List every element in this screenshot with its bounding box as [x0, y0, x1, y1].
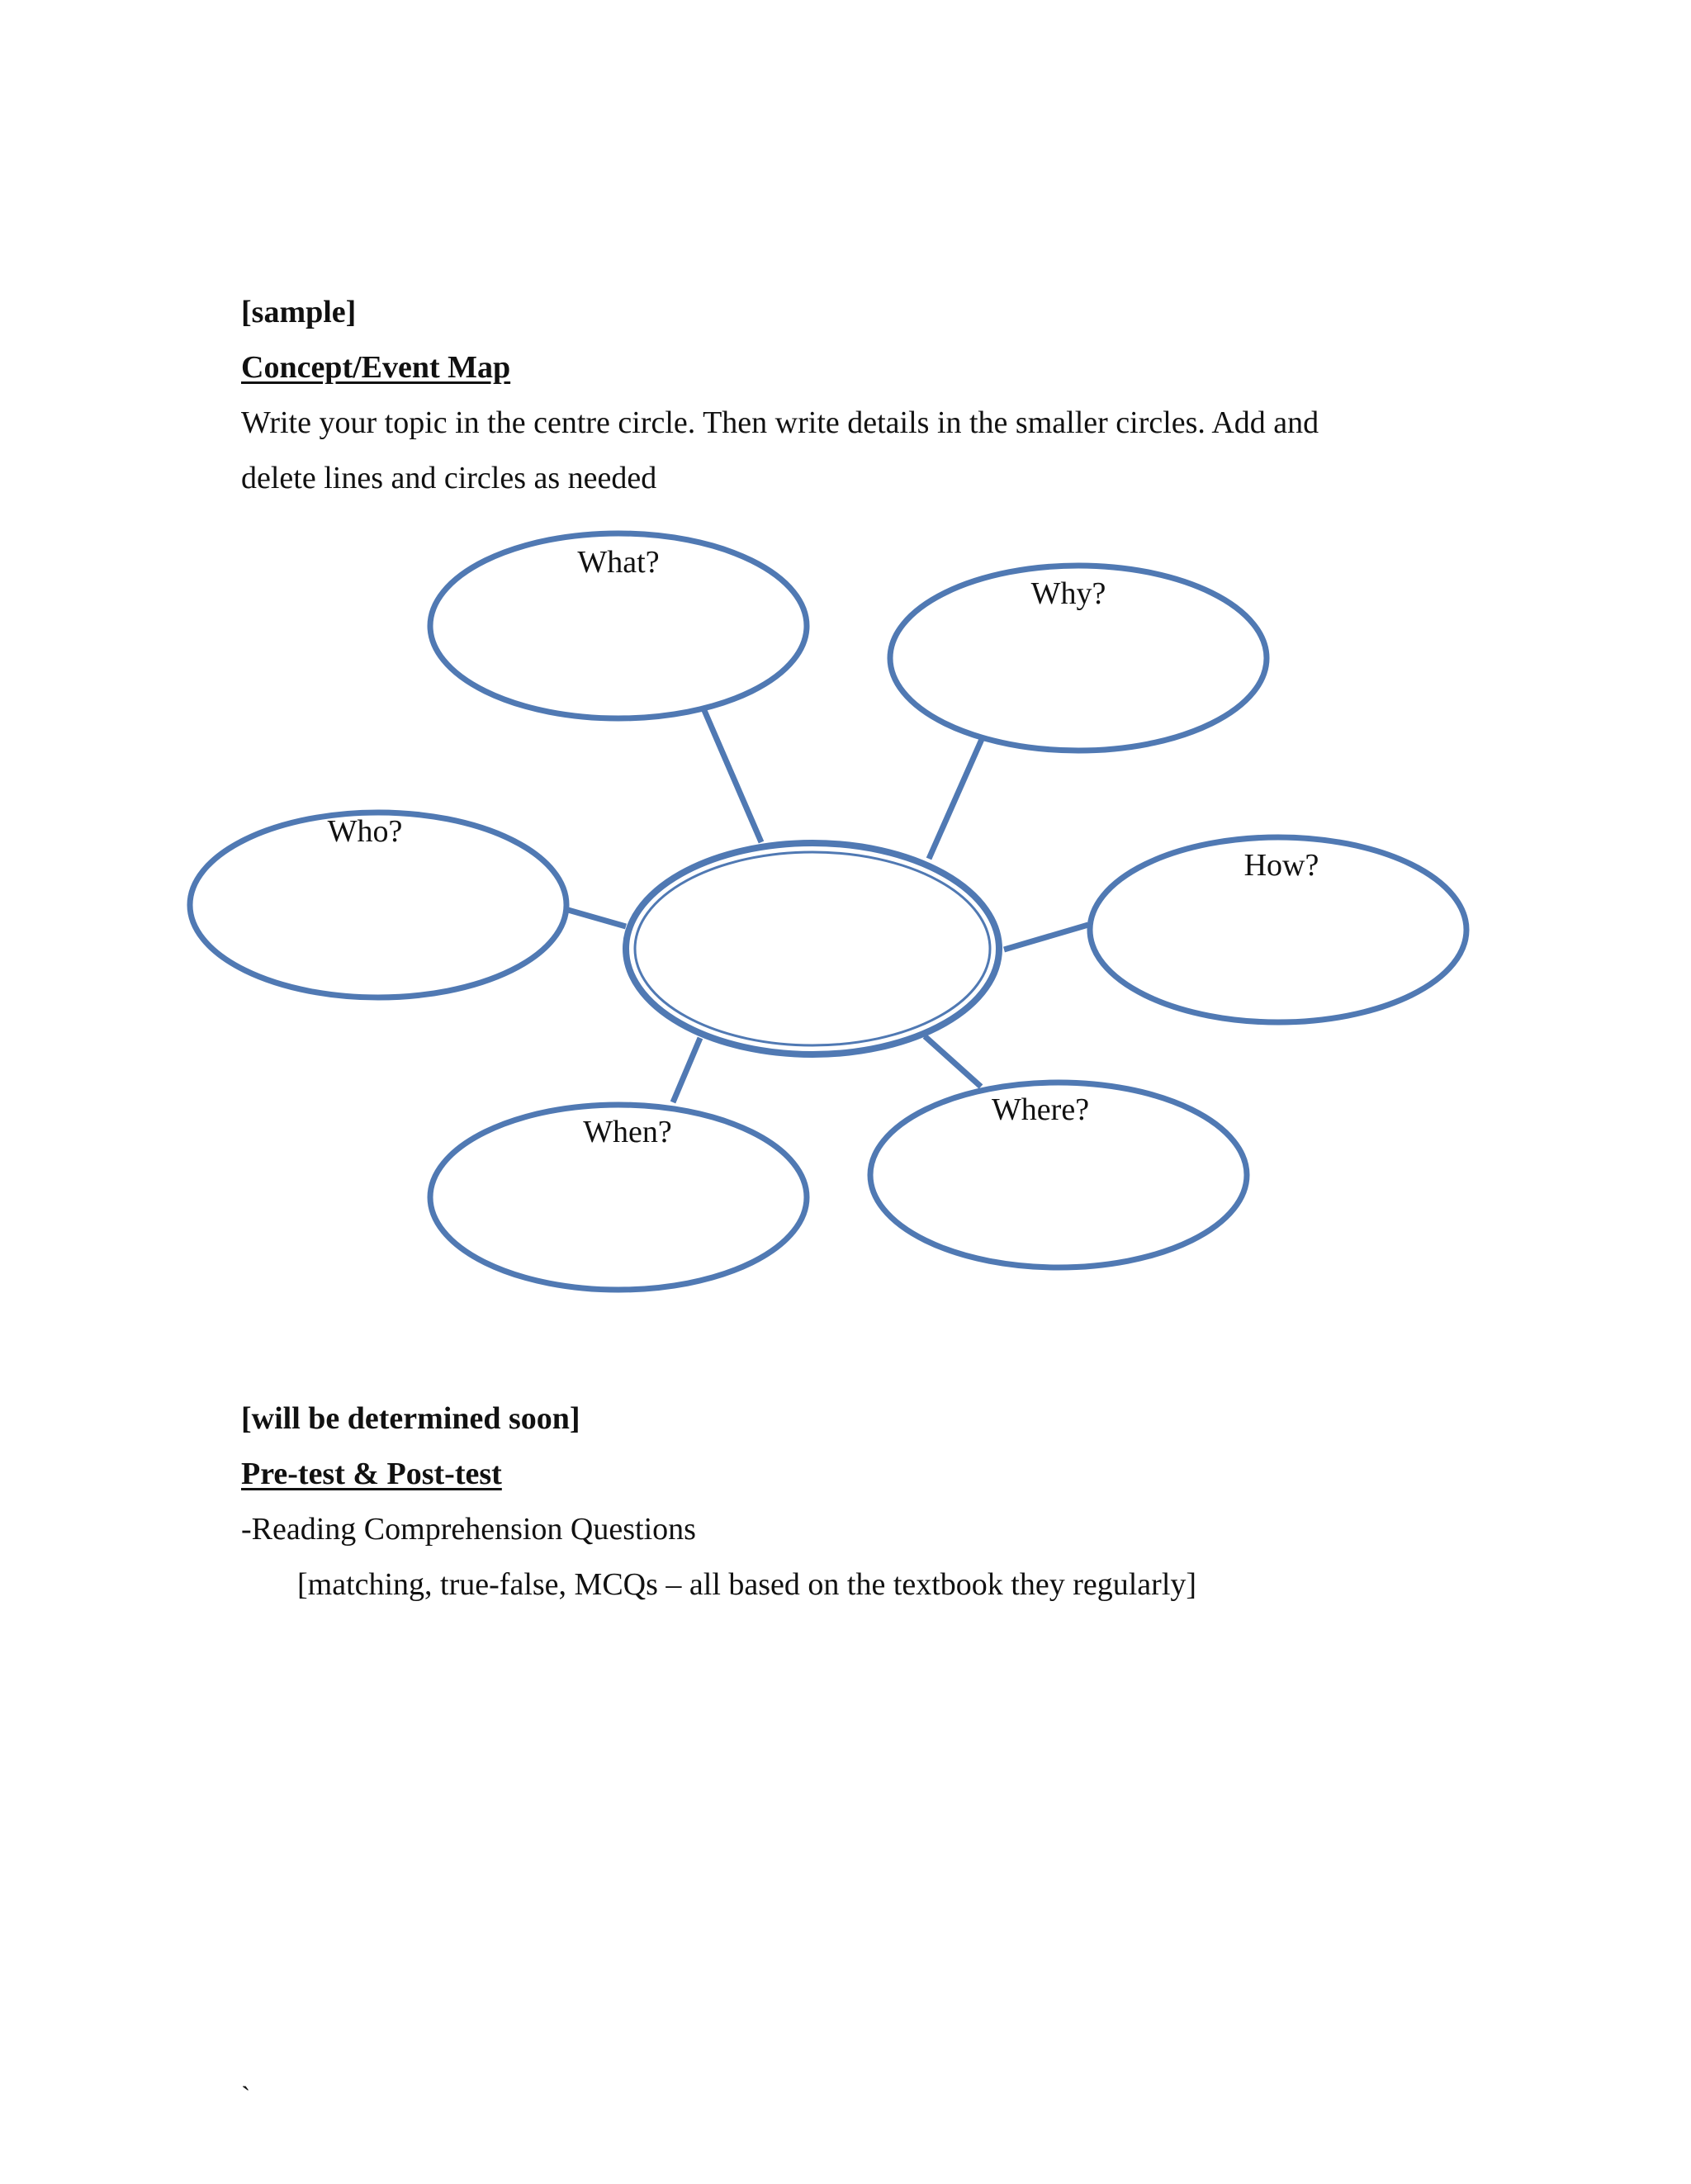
label-who: Who? [327, 814, 403, 849]
connector-what [703, 708, 761, 842]
label-when: When? [583, 1115, 672, 1149]
tbd-tag: [will be determined soon] [241, 1401, 580, 1436]
concept-map-title: Concept/Event Map [241, 350, 511, 385]
label-why: Why? [1030, 576, 1106, 611]
instructions-line-2: delete lines and circles as needed [241, 461, 657, 495]
reading-comprehension-item: -Reading Comprehension Questions [241, 1512, 696, 1547]
connector-when [673, 1038, 700, 1102]
question-types-detail: [matching, true-false, MCQs – all based on the textbook they regularly] [297, 1567, 1197, 1602]
label-where: Where? [991, 1092, 1090, 1127]
connector-how [1004, 925, 1088, 950]
connector-where [925, 1036, 981, 1087]
label-how: How? [1243, 848, 1319, 883]
connector-why [929, 737, 983, 859]
label-what: What? [577, 545, 660, 580]
stray-mark: ` [241, 2082, 251, 2112]
connector-who [568, 910, 626, 926]
pretest-posttest-title: Pre-test & Post-test [241, 1457, 502, 1491]
sample-tag: [sample] [241, 295, 357, 329]
node-center-inner [635, 852, 990, 1045]
instructions-line-1: Write your topic in the centre circle. Then write details in the smaller circles. Add and [241, 405, 1319, 440]
node-center-outer [626, 843, 999, 1054]
